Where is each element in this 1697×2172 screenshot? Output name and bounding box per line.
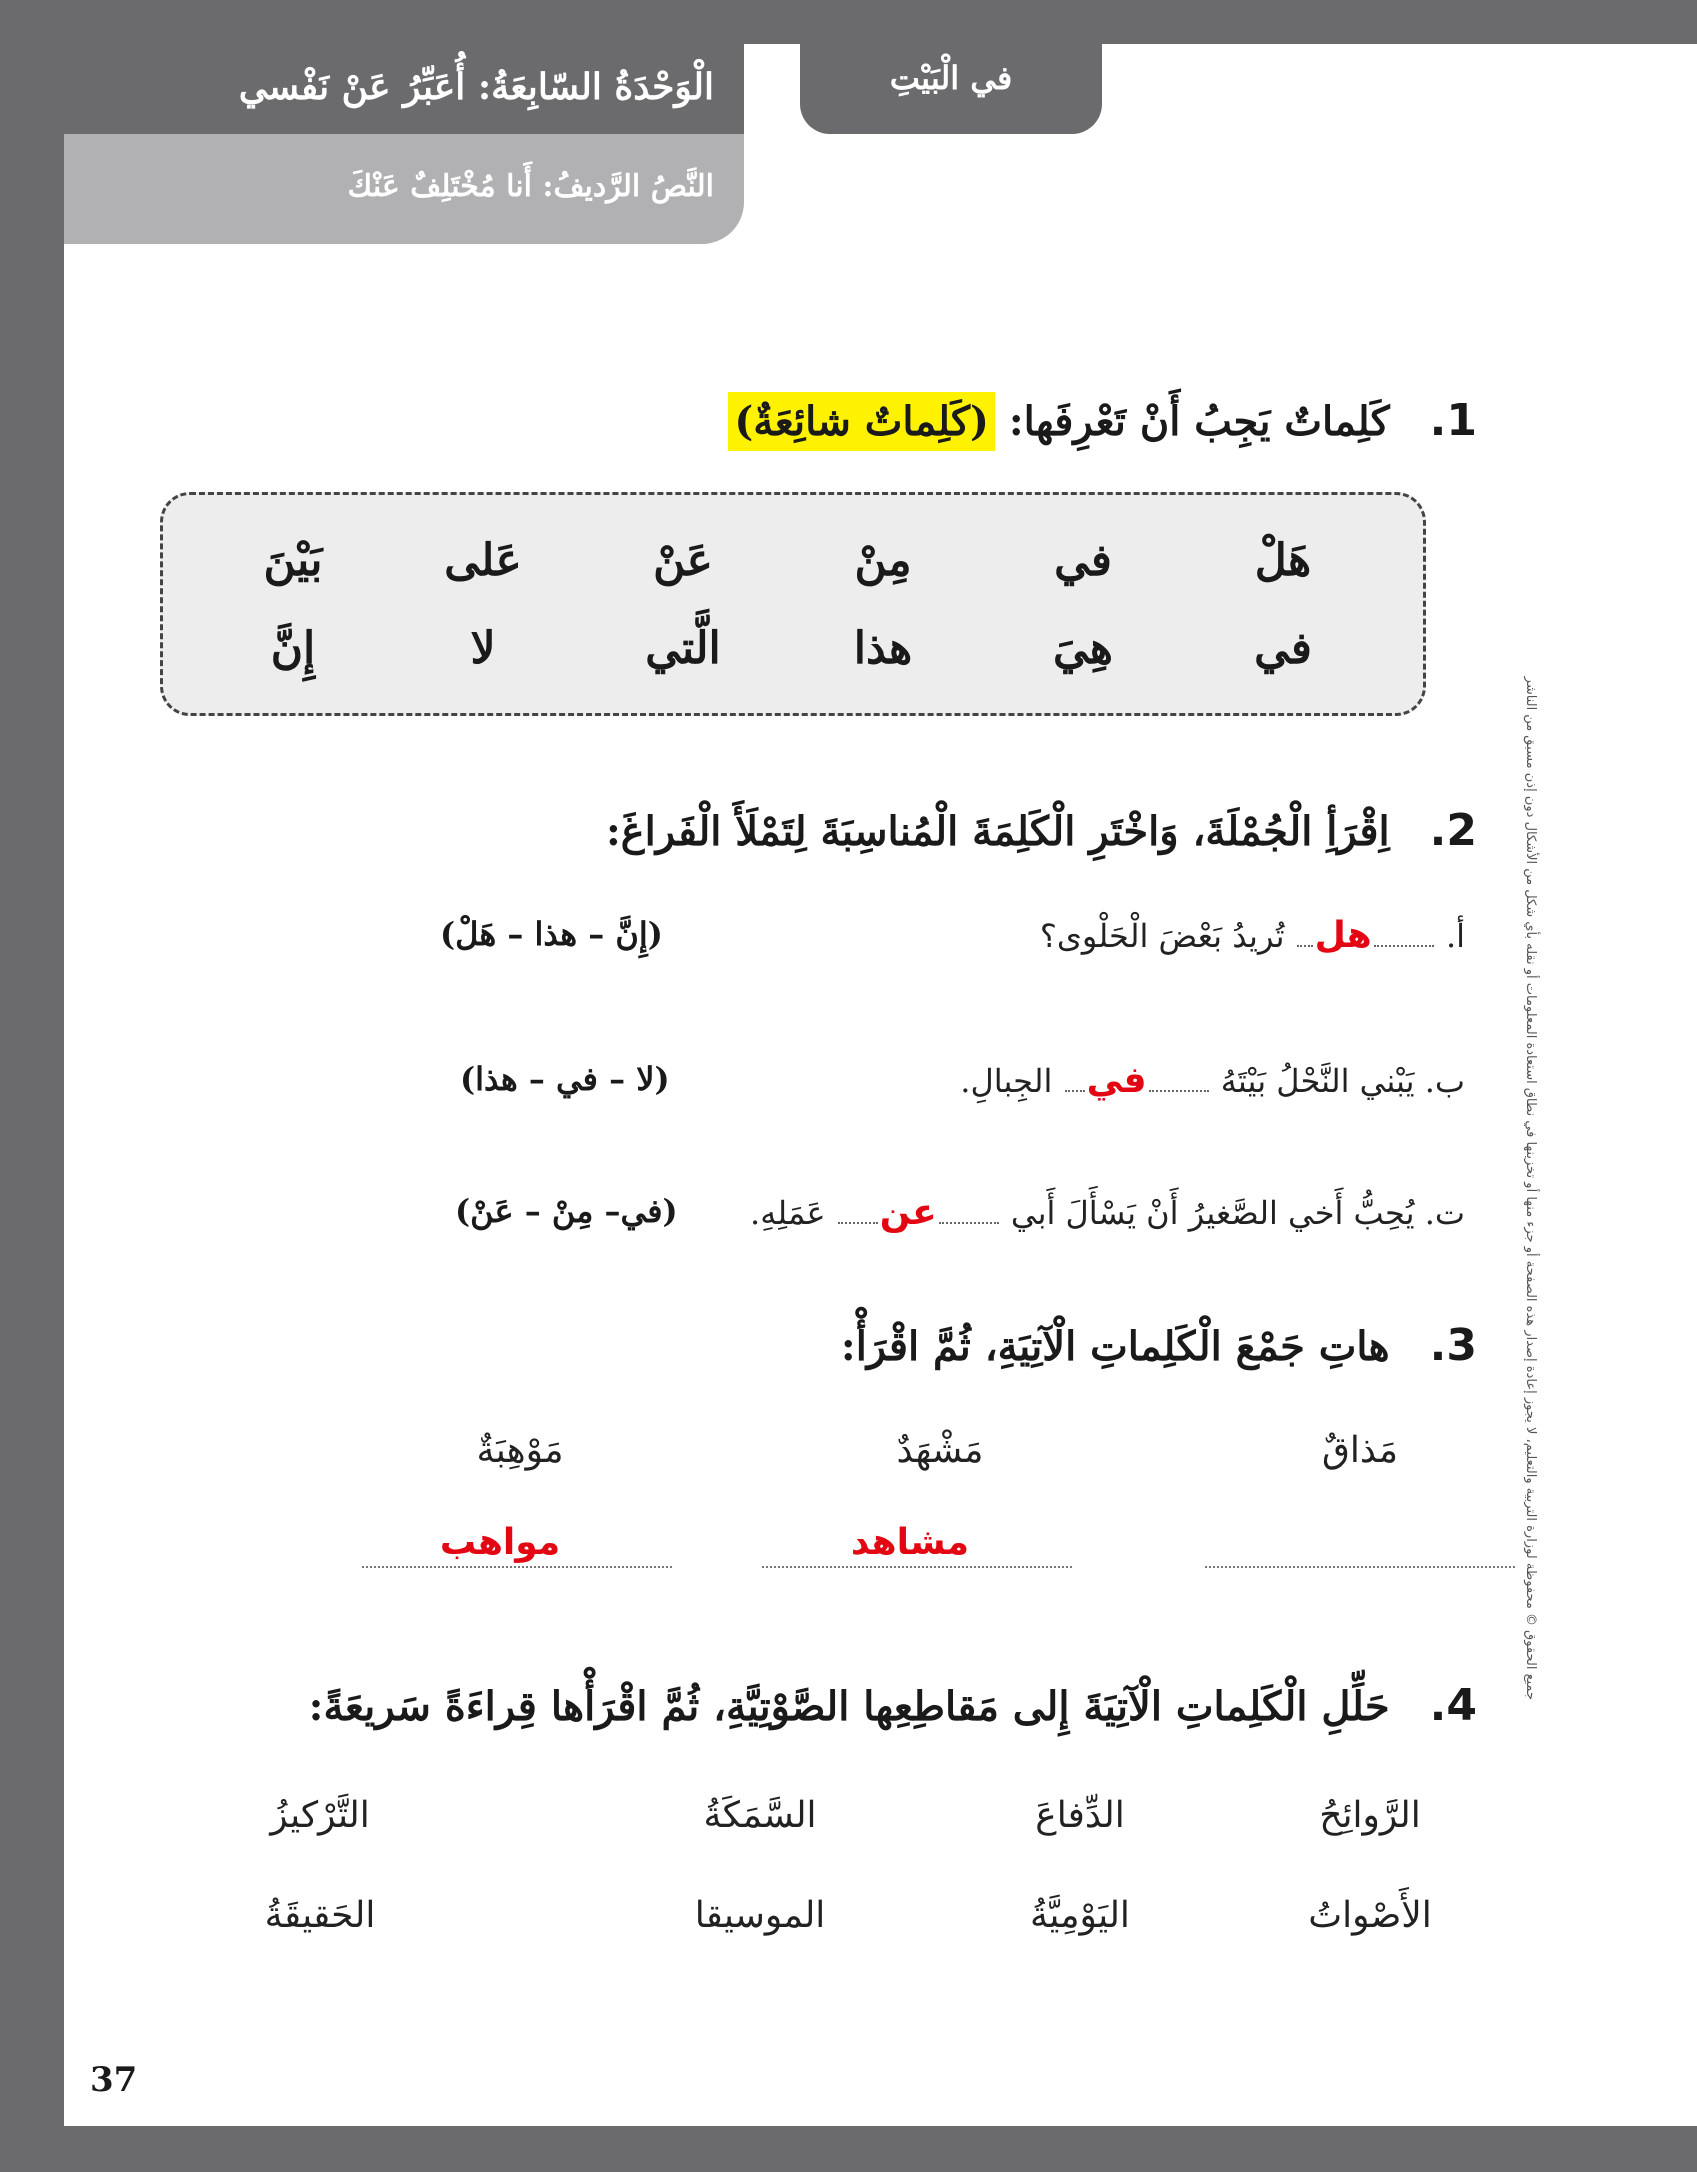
- q2-sentence-c: ت. يُحِبُّ أَخي الصَّغيرُ أَنْ يَسْأَلَ أَبي عن عَمَلِهِ.: [750, 1192, 1465, 1233]
- q4-number: 4.: [1429, 1680, 1477, 1731]
- q4-word: السَّمَكَةُ: [703, 1795, 817, 1836]
- q3-answer[interactable]: مشاهد: [850, 1522, 970, 1563]
- word: إِنَّ: [270, 623, 316, 674]
- answer-line: [362, 1566, 672, 1568]
- q2-choices-a: (إِنَّ – هذا – هَلْ): [440, 915, 663, 953]
- home-tab: في الْبَيْتِ: [800, 30, 1102, 134]
- page-number: 37: [90, 2060, 138, 2100]
- q4-word: الرَّوائِحُ: [1319, 1795, 1421, 1836]
- answer[interactable]: عن: [879, 1192, 937, 1233]
- q3-title: هاتِ جَمْعَ الْكَلِماتِ الْآتِيَةِ، ثُمَّ اقْرَأْ:: [840, 1323, 1390, 1370]
- q3-word: مَشْهَدٌ: [896, 1430, 984, 1471]
- word: في: [1254, 623, 1312, 674]
- blank: [1374, 945, 1434, 947]
- blank: [939, 1222, 999, 1224]
- q3-heading: [841, 1320, 1477, 1371]
- word: مِنْ: [854, 535, 912, 586]
- answer[interactable]: في: [1086, 1060, 1147, 1101]
- q2-sentence-a: أ. هل تُريدُ بَعْضَ الْحَلْوى؟: [1039, 915, 1465, 956]
- q2-choices-c: (في– مِنْ – عَنْ): [455, 1192, 678, 1230]
- q1-number: 1.: [1429, 395, 1477, 446]
- answer-line: [762, 1566, 1072, 1568]
- q1-heading: [728, 395, 1477, 446]
- q4-word: الدِّفاعَ: [1035, 1795, 1125, 1836]
- q4-word: الحَقيقَةُ: [264, 1895, 376, 1936]
- unit-title: الْوَحْدَةُ السّابِعَةُ: أُعَبِّرُ عَنْ نَفْسي: [64, 44, 744, 134]
- word: عَلى: [444, 535, 522, 586]
- q3-word: مَذاقٌ: [1321, 1430, 1399, 1471]
- q3-number: 3.: [1429, 1320, 1477, 1371]
- q2-title: اِقْرَأِ الْجُمْلَةَ، وَاخْتَرِ الْكَلِمَةَ الْمُناسِبَةَ لِتَمْلَأَ الْفَراغَ:: [606, 808, 1390, 855]
- q2-number: 2.: [1429, 805, 1477, 856]
- common-words-box: [160, 492, 1426, 716]
- word: في: [1054, 535, 1112, 586]
- q4-word: اليَوْمِيَّةُ: [1030, 1895, 1130, 1936]
- subtitle-bar: النَّصُ الرَّديفُ: أَنا مُخْتَلِفٌ عَنْكَ: [64, 134, 744, 244]
- q2-sentence-b: ب. يَبْني النَّحْلُ بَيْتَهُ في الجِبالِ.: [960, 1060, 1465, 1101]
- word: لا: [470, 623, 496, 674]
- q2-heading: [606, 805, 1477, 856]
- q4-title: حَلِّلِ الْكَلِماتِ الْآتِيَةَ إِلى مَقاطِعِها الصَّوْتِيَّةِ، ثُمَّ اقْرَأْها قِراءَةً سَريعَةً:: [308, 1683, 1390, 1730]
- q1-title: كَلِماتٌ يَجِبُ أَنْ تَعْرِفَها:: [1008, 398, 1390, 445]
- q3-answer[interactable]: مواهب: [439, 1522, 561, 1563]
- word: عَنْ: [653, 535, 713, 586]
- word: الَّتي: [645, 623, 721, 674]
- answer-line: [1205, 1566, 1515, 1568]
- q2-choices-b: (لا – في – هذا): [460, 1060, 670, 1098]
- q4-word: الموسيقا: [694, 1895, 826, 1936]
- q1-highlight: (كَلِماتٌ شائِعَةٌ): [728, 392, 995, 451]
- q4-word: الأَصْواتُ: [1308, 1895, 1432, 1936]
- word: هَلْ: [1254, 535, 1312, 586]
- q3-word: مَوْهِبَةٌ: [476, 1430, 564, 1471]
- word: هذا: [853, 623, 913, 674]
- q4-heading: [309, 1680, 1477, 1731]
- blank: [1149, 1090, 1209, 1092]
- copyright-note: جميع الحقوق © محفوظة لوزارة التربية والتعليم، لا يجوز إعادة إصدار هذه الصفحة أو جزء منها أو تخزينها في نطاق استعادة المعلومات أو نقله بأي شكل من الأشكال دون إذن مسبق من الناشر: [1523, 676, 1538, 1700]
- word: بَيْنَ: [263, 535, 323, 586]
- word: هِيَ: [1053, 623, 1113, 674]
- q4-word: التَّرْكيزُ: [270, 1795, 370, 1836]
- answer[interactable]: هل: [1314, 915, 1372, 956]
